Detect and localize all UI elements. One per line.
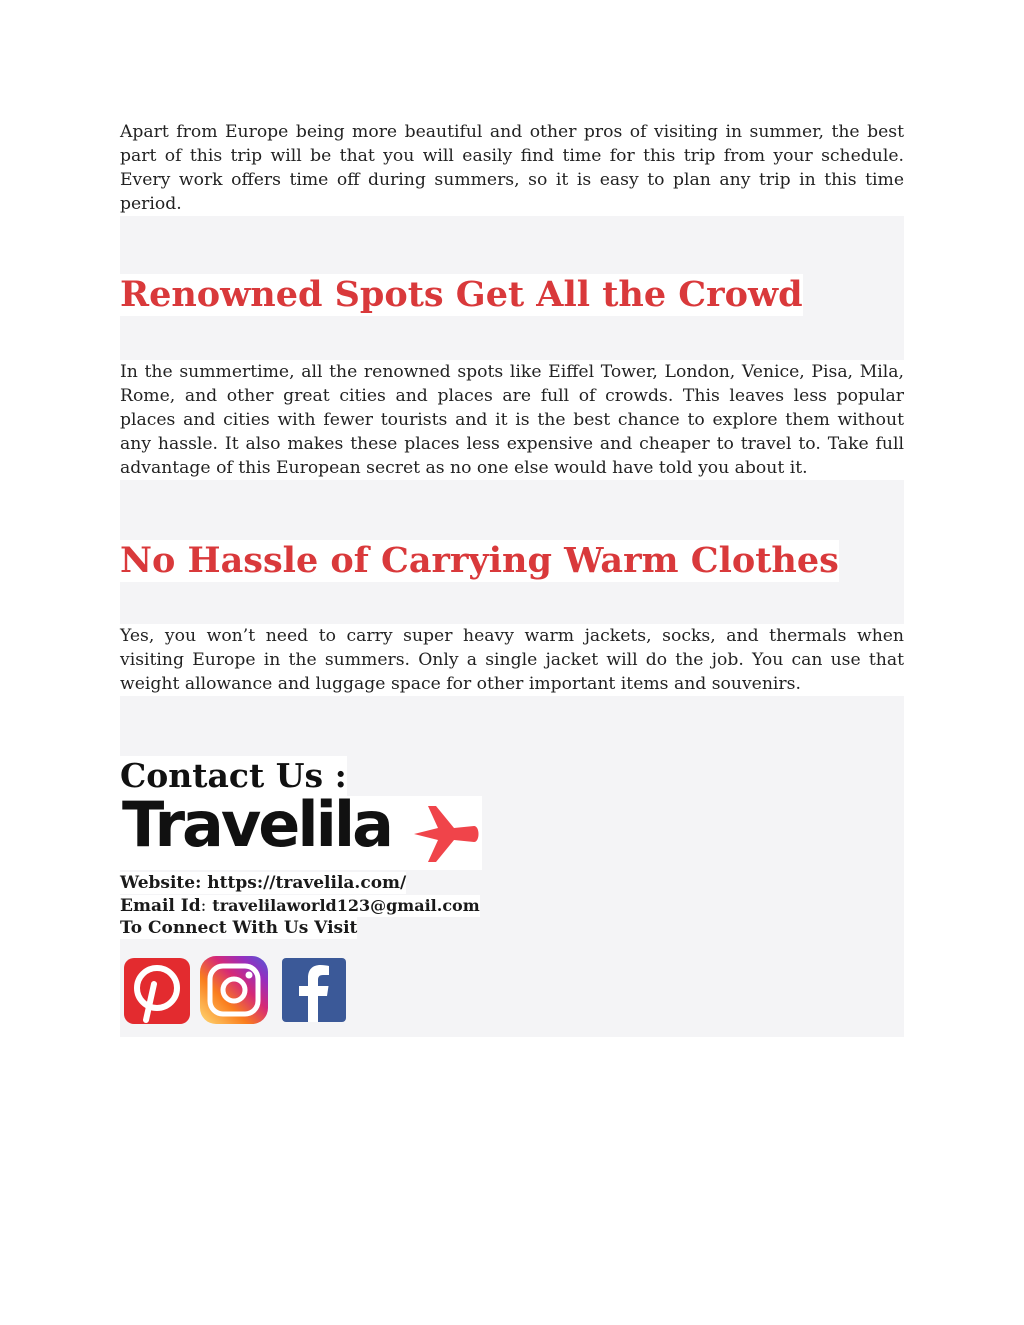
facebook-icon[interactable]: [282, 958, 346, 1022]
website-line[interactable]: Website: https://travelila.com/: [120, 873, 407, 893]
airplane-icon: [412, 804, 482, 864]
instagram-icon[interactable]: [200, 956, 268, 1024]
travelila-logo: [120, 788, 482, 870]
content-area: [120, 120, 904, 1037]
renowned-paragraph: In the summertime, all the renowned spots like Eiffel Tower, London, Venice, Pisa, Mila, Rome, and other great cities and places are full of crowds. This leaves less popular places and cities with fewer tourists and it is the best chance to explore them without any hassle. It also makes these places less expensive and cheaper to travel to. Take full advantage of this European secret as no one else would have told you about it.: [120, 362, 904, 478]
intro-paragraph: Apart from Europe being more beautiful and other pros of visiting in summer, the best part of this trip will be that you will easily find time for this trip from your schedule. Every work offers time off during summers, so it is easy to plan any trip in this time period.: [120, 122, 904, 214]
email-line: [120, 895, 480, 917]
logo-text: Travelila: [122, 788, 391, 861]
pinterest-icon[interactable]: [124, 958, 190, 1024]
email-label: Email Id: [120, 896, 201, 916]
heading-clothes: No Hassle of Carrying Warm Clothes: [120, 540, 839, 581]
email-separator: :: [200, 896, 207, 916]
clothes-paragraph: Yes, you won’t need to carry super heavy warm jackets, socks, and thermals when visiting Europe in the summers. Only a single jacket will do the job. You can use that weight allowance and luggage space for other important items and souvenirs.: [120, 626, 904, 694]
connect-line: To Connect With Us Visit: [120, 918, 358, 938]
heading-renowned: Renowned Spots Get All the Crowd: [120, 274, 803, 315]
email-value[interactable]: travelilaworld123@gmail.com: [212, 896, 480, 915]
contact-heading: Contact Us :: [120, 756, 347, 795]
social-icons: [120, 940, 360, 1032]
